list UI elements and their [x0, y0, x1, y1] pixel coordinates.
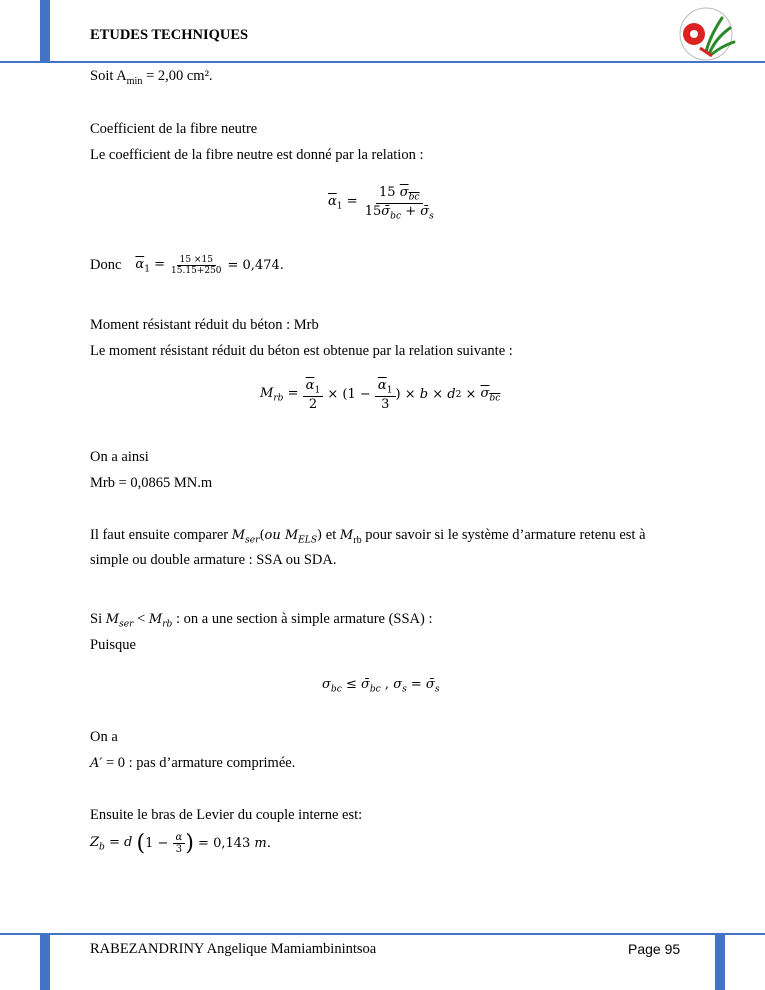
moment-title: Moment résistant réduit du béton : Mrb [90, 317, 319, 333]
moment-intro: Le moment résistant réduit du béton est obtenue par la relation suivante : [90, 343, 513, 359]
donc-num: 15 ×15 [177, 255, 216, 266]
formula1-den: $15\sigmā_{bc}$ + $\sigmā_s$ [364, 203, 434, 222]
on-a-ainsi: On a ainsi [90, 449, 149, 465]
zb-result: = 0,143 [198, 836, 251, 851]
compare-line: Il faut ensuite comparer $M_{ser}(ou$ $M_{ELS}$) et $M_{rb}$ pour savoir si le système d’armature retenu est à [90, 527, 646, 546]
header-rule [0, 61, 765, 63]
footer-rule [0, 933, 765, 935]
puisque: Puisque [90, 637, 136, 653]
amin-sub: min [126, 75, 143, 87]
donc-label: Donc [90, 257, 122, 273]
compare-3: pour savoir si le système d’armature retenu est à [365, 527, 646, 543]
amin-line [90, 68, 213, 87]
a-prime-text: = 0 : pas d’armature comprimée. [105, 755, 296, 771]
donc-line: Donc $\overline{\alpha}_1$ = $\frac{15 \times 15}{15.15+250}$ = 0,474. [90, 255, 284, 276]
mrb-value: Mrb = 0,0865 MN.m [90, 475, 213, 491]
on-a: On a [90, 729, 118, 745]
compare-line2: simple ou double armature : SSA ou SDA. [90, 552, 337, 568]
amin-prefix: Soit A [90, 68, 127, 84]
a-prime-line: A′ = 0 : pas d’armature comprimée. [90, 755, 296, 771]
coef-title: Coefficient de la fibre neutre [90, 121, 258, 137]
institution-logo-icon [672, 6, 740, 62]
header-left-bar [40, 0, 50, 62]
compare-1: Il faut ensuite comparer [90, 527, 229, 543]
si-line: Si $M_{ser} < M_{rb}$ : on a une section à simple armature (SSA) : [90, 611, 433, 630]
formula-alpha1: $\overline{\alpha}_1$ = $\frac{15 \sigma_{bc}}{15\sigmā_{bc} + \sigmā_s}$ [328, 185, 437, 221]
donc-den: 15.15+250 [171, 266, 222, 276]
si-text: : on a une section à simple armature (SSA) : [175, 611, 433, 627]
footer-right-bar [715, 933, 725, 990]
formula-sigma: $\sigma_{bc}$ ≤ $\sigmā_{bc}$ , $\sigma_s$ = $\sigmā_s$ [322, 677, 440, 695]
levier: Ensuite le bras de Levier du couple interne est: [90, 807, 363, 823]
amin-suffix: = 2,00 cm². [142, 68, 213, 84]
formula1-num: 15 $\sigma_{bc}$ [376, 185, 422, 204]
header-title: ETUDES TECHNIQUES [90, 27, 249, 43]
donc-result: = 0,474. [227, 258, 284, 273]
compare-2: et [325, 527, 337, 543]
footer-author: RABEZANDRINY Angelique Mamiambinintsoa [90, 941, 377, 957]
formula-mrb: $M_{rb}$ = $\frac{\overline{\alpha}_1}{2}$ × (1 − $\frac{\overline{\alpha}_1}{3}$ ) × b × d 2 × $\sigma_{bc}$ [260, 378, 501, 412]
formula-zb: $Z_b = d$ ( 1 − $\frac{\alpha}{3}$ ) = 0,143 m . [90, 830, 271, 856]
footer-left-bar [40, 933, 50, 990]
coef-intro: Le coefficient de la fibre neutre est donné par la relation : [90, 147, 424, 163]
page-number: Page 95 [628, 941, 681, 957]
